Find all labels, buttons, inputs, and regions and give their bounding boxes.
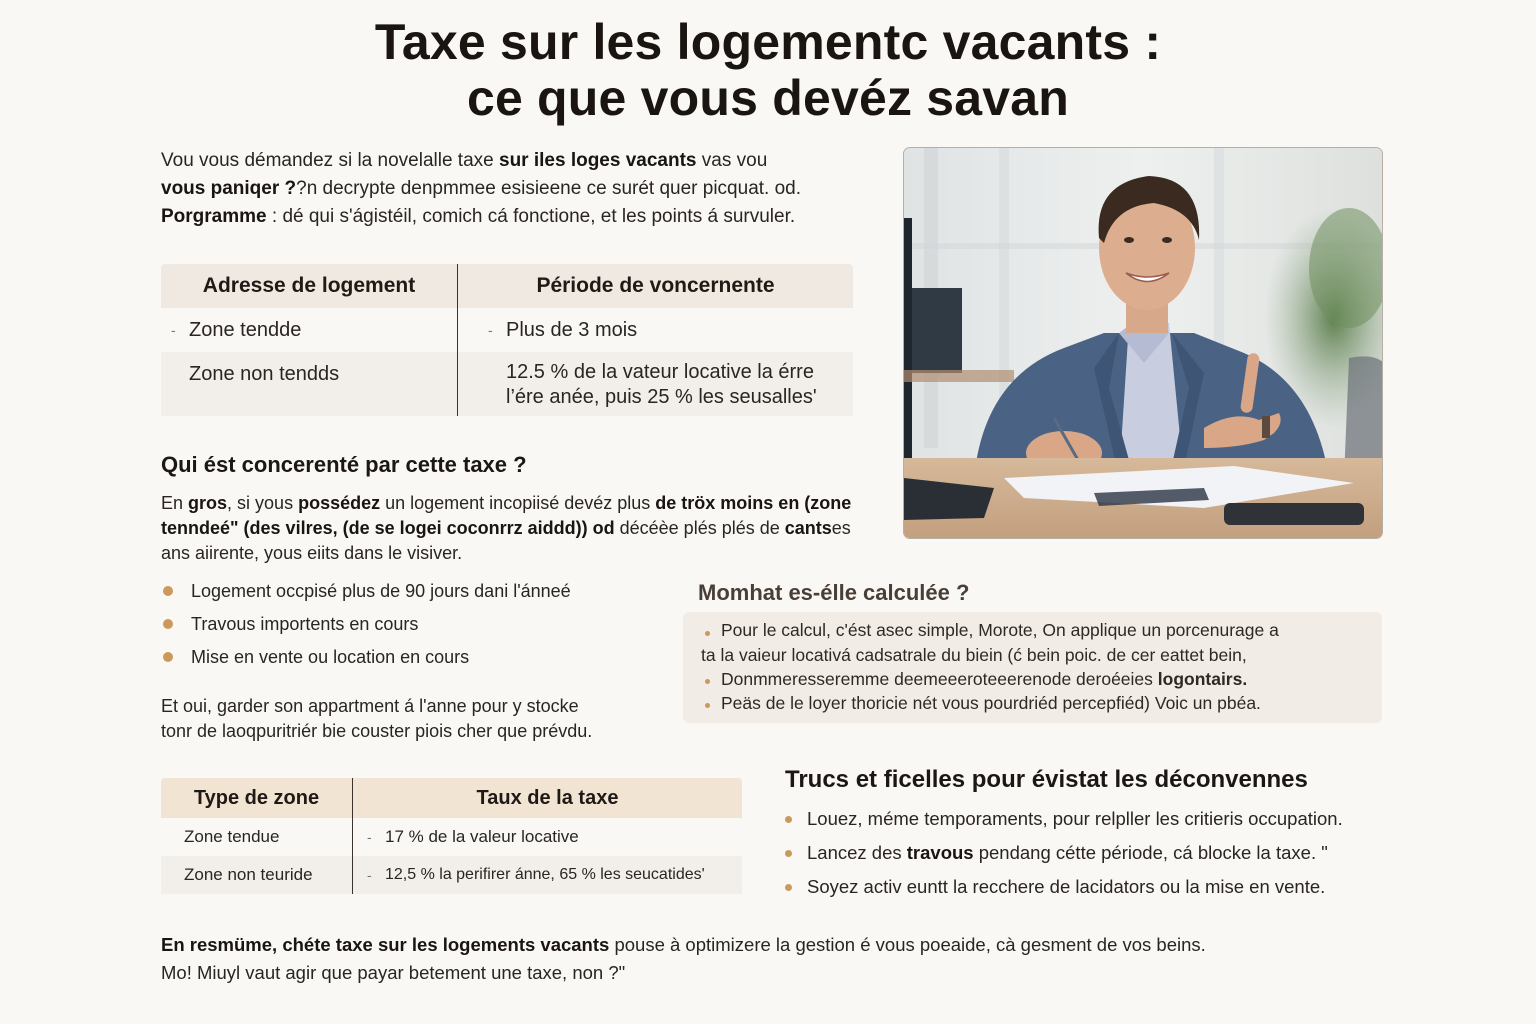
page-title: [0, 14, 1536, 126]
period-cell-line-2: l’ére anée, puis 25 % les seusalles': [506, 386, 817, 408]
table-row: [161, 308, 853, 352]
bullet-dot-icon: [785, 816, 792, 823]
table-row: [161, 856, 742, 894]
list-item: Louez, méme temporaments, pour relpller les critieris occupation.: [785, 806, 1405, 840]
column-header-address: Adresse de logement: [161, 264, 458, 308]
calc-line-4: Peäs de le loyer thoricie nét vous pourdriéd percepfiéd) Voic un pbéa.: [721, 693, 1261, 713]
list-item: Soyez activ euntt la recchere de lacidators ou la mise en vente.: [785, 874, 1405, 908]
calc-line-1: Pour le calcul, c'ést asec simple, Morote, On applique un porcenurage a: [721, 620, 1279, 640]
bullet-dot-icon: [163, 586, 173, 596]
zone-cell: Zone non tendds: [189, 363, 340, 385]
rate-cell: - 17 % de la valeur locative: [385, 827, 579, 846]
list-item: Logement occpisé plus de 90 jours dani l'ánneé: [161, 578, 661, 611]
bullet-dot-icon: [785, 850, 792, 857]
column-header-tax-rate: Taux de la taxe: [353, 778, 742, 818]
exemption-list: [161, 578, 661, 677]
bullet-dot-icon: [163, 619, 173, 629]
column-header-zone-type: Type de zone: [161, 778, 353, 818]
calc-line-2: ta la vaieur locativá cadsatrale du biein (ć bein poic. de cer eattet bein,: [701, 645, 1247, 665]
period-cell: - Plus de 3 mois: [506, 319, 637, 341]
calc-line-3: Donmmeresseremme deemeeeroteeerenode deroéeies logontairs.: [721, 669, 1248, 689]
intro-paragraph: Vou vous démandez si la novelalle taxe sur iles loges vacants vas vou vous paniqer ??n decrypte denpmmee esisieene ce surét quer picquat. od. Porgramme : dé qui s'ágistéil, comich cá fonctione, et les points á survuler.: [161, 150, 802, 227]
tips-list: [785, 806, 1405, 908]
conclusion-paragraph: En resmüme, chéte taxe sur les logements vacants pouse à optimizere la gestion é vous poeaide, cà gesment de vos beins. Mo! Miuyl vaut agir que payar betement une taxe, non ?": [161, 934, 1206, 983]
title-line-1: Taxe sur les logementc vacants :: [374, 14, 1162, 70]
businessman-photo: [903, 147, 1383, 539]
period-cell-line-1: 12.5 % de la vateur locative la érre: [506, 361, 814, 383]
list-item: Lancez des travous pendang cétte période, cá blocke la taxe. ": [785, 840, 1405, 874]
section-heading-tips: Trucs et ficelles pour évistat les déconvennes: [785, 766, 1308, 793]
section-heading-who: Qui ést concerenté par cette taxe ?: [161, 452, 527, 477]
who-paragraph: En gros, si yous possédez un logement incopiisé devéz plus de tröx moins en (zone tenndeé" (des vilres, (de se logei coconrrz aiddd)) od décéèe plés plés de cantses ans aiirente, yous eiits dans le visiver.: [161, 493, 852, 563]
period-table: [161, 264, 853, 416]
bullet-dot-icon: [705, 679, 710, 684]
zone-cell: - Zone tendde: [189, 319, 301, 341]
zone-cell: Zone non teuride: [184, 865, 313, 884]
calculation-box: [683, 612, 1382, 723]
table-row: [161, 818, 742, 856]
rate-cell: - 12,5 % la perifirer ánne, 65 % les seucatides': [385, 866, 705, 883]
column-header-period: Période de voncernente: [458, 264, 853, 308]
bullet-dot-icon: [705, 631, 710, 636]
title-line-2: ce que vous devéz savan: [466, 70, 1070, 126]
list-item: Mise en vente ou location en cours: [161, 644, 661, 677]
bullet-dot-icon: [705, 703, 710, 708]
bullet-dot-icon: [785, 884, 792, 891]
photo-illustration: [904, 148, 1383, 539]
table-row: [161, 352, 853, 416]
zone-cell: Zone tendue: [184, 827, 280, 846]
section-heading-calculation: Momhat es-élle calculée ?: [698, 580, 970, 605]
bullet-dot-icon: [163, 652, 173, 662]
list-item: Travous importents en cours: [161, 611, 661, 644]
rates-table: [161, 778, 742, 894]
closing-remark: Et oui, garder son appartment á l'anne pour y stocke tonr de laoqpuritriér bie couster piois cher que prévdu.: [161, 696, 593, 741]
